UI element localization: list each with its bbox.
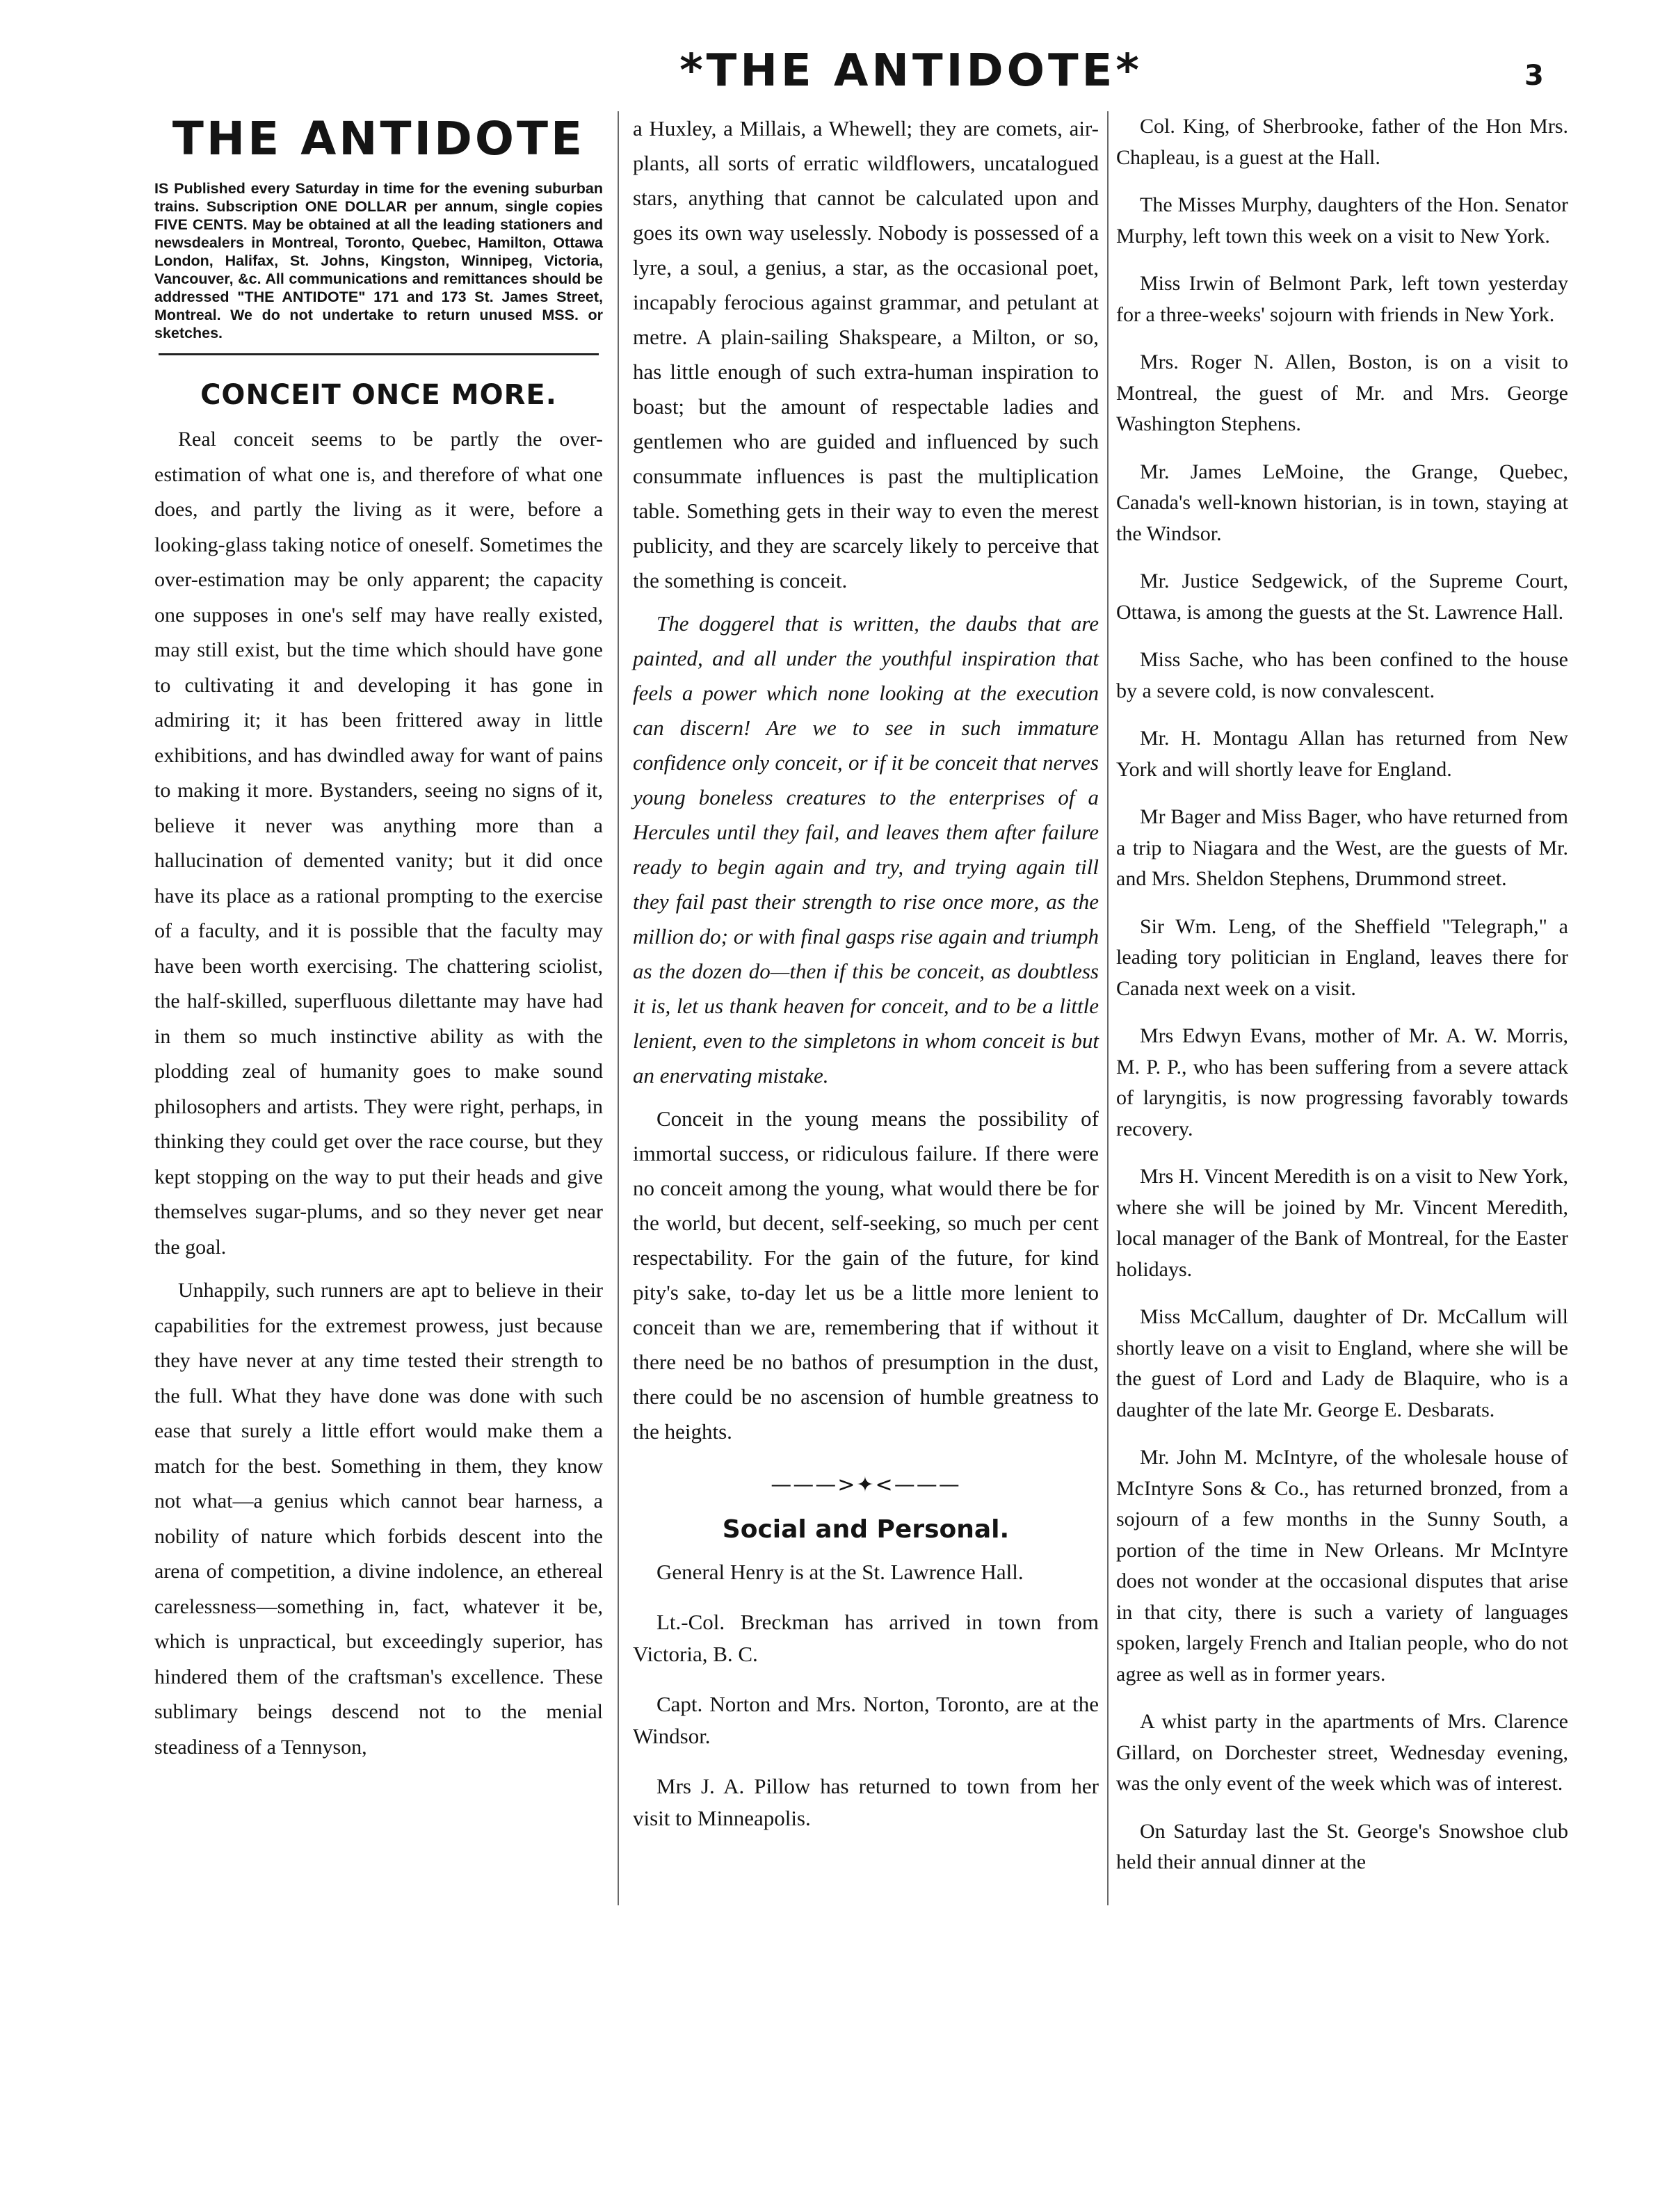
social-item: Mr. Justice Sedgewick, of the Supreme Court, Ottawa, is among the guests at the St. Lawrence Hall. — [1116, 570, 1568, 624]
article-paragraph: The doggerel that is written, the daubs that are painted, and all under the youthful inspiration that feels a power which none looking at the execution can discern! Are we to see in such immature confidence only conceit, or if it be conceit that nerves young boneless creatures to the enterprises of a Hercules until they fail, and leaves them after failure ready to begin again and try, and trying again till they fail past their strength to rise once more, as the million do; or with final gasps rise again and triumph as the dozen do—then if this be conceit, as doubtless it is, let us thank heaven for conceit, and to be a little lenient, even to the simpletons in whom conceit is but an enervating mistake. — [633, 611, 1099, 1088]
social-item: Mrs J. A. Pillow has returned to town from her visit to Minneapolis. — [633, 1774, 1099, 1830]
social-item: General Henry is at the St. Lawrence Hall. — [656, 1560, 1024, 1584]
page-number: 3 — [1524, 60, 1544, 92]
social-item: Mr Bager and Miss Bager, who have returned from a trip to Niagara and the West, are the guests of Mr. and Mrs. Sheldon Stephens, Drummond street. — [1116, 805, 1568, 890]
social-item: Lt.-Col. Breckman has arrived in town from Victoria, B. C. — [633, 1610, 1099, 1666]
social-item: Capt. Norton and Mrs. Norton, Toronto, are at the Windsor. — [633, 1692, 1099, 1748]
social-item: Mrs H. Vincent Meredith is on a visit to New York, where she will be joined by Mr. Vincent Meredith, local manager of the Bank of Montreal, for the Easter holidays. — [1116, 1165, 1568, 1281]
masthead: *THE ANTIDOTE* — [679, 45, 1143, 97]
article-paragraph: Real conceit seems to be partly the over-estimation of what one is, and therefore of what one does, and partly the living as it were, before a looking-glass taking notice of oneself. Sometimes the over-estimation may be only apparent; the capacity one supposes in one's self may have really existed, may still exist, but the time which should have gone to cultivating it and developing it has gone in admiring it; it has been frittered away in little exhibitions, and has dwindled away for want of pains to making it more. Bystanders, seeing no signs of it, believe it never was anything more than a hallucination of demented vanity; but it did once have its place as a rational prompting to the exercise of a faculty, and it is possible that the faculty may have been worth exercising. The chattering sciolist, the half-skilled, superfluous dilettante may have had in them so much instinctive ability as with the plodding zeal of humanity goes to make sound philosophers and artists. They were right, perhaps, in thinking they could get over the race course, but they kept stopping on the way to put their heads and give themselves sugar-plums, and so they never get near the goal. — [154, 428, 603, 1259]
column-3 — [1116, 111, 1568, 1895]
paper-name: THE ANTIDOTE — [172, 112, 586, 166]
social-item: Miss Sache, who has been confined to the house by a severe cold, is now convalescent. — [1116, 648, 1568, 702]
notice-divider — [159, 353, 599, 355]
social-item: Mr. John M. McIntyre, of the wholesale house of McIntyre Sons & Co., has returned bronzed, from a sojourn of a few months in the Sunny South, a portion of the time in New Orleans. Mr McIntyre does not wonder at the occasional disputes that arise in that city, there is such a variety of languages spoken, largely French and Italian people, who do not agree as well as in former years. — [1116, 1446, 1568, 1686]
social-item: The Misses Murphy, daughters of the Hon. Senator Murphy, left town this week on a visit to New York. — [1116, 193, 1568, 248]
social-item: Mrs Edwyn Evans, mother of Mr. A. W. Morris, M. P. P., who has been suffering from a severe attack of laryngitis, is now progressing favorably towards recovery. — [1116, 1024, 1568, 1140]
article-paragraph: a Huxley, a Millais, a Whewell; they are comets, air-plants, all sorts of erratic wildflowers, uncatalogued stars, anything that cannot be calculated upon and goes its own way uselessly. Nobody is possessed of a lyre, a soul, a genius, a star, as the occasional poet, incapably ferocious against grammar, and petulant at metre. A plain-sailing Shakspeare, a Milton, or so, has little enough of such extra-human inspiration to boast; but the amount of respectable ladies and gentlemen who are guided and influenced by such consummate influences is past the multiplication table. Something gets in their way to even the merest publicity, and they are scarcely likely to perceive that the something is conceit. — [633, 116, 1099, 592]
social-item: Mr. H. Montagu Allan has returned from New York and will shortly leave for England. — [1116, 727, 1568, 781]
social-item: Col. King, of Sherbrooke, father of the Hon Mrs. Chapleau, is a guest at the Hall. — [1116, 115, 1568, 169]
publication-notice — [154, 111, 603, 355]
social-item: A whist party in the apartments of Mrs. Clarence Gillard, on Dorchester street, Wednesday evening, was the only event of the week which was of interest. — [1116, 1710, 1568, 1795]
notice-text: IS Published every Saturday in time for the evening suburban trains. Subscription ONE DOLLAR per annum, single copies FIVE CENTS. May be obtained at all the leading stationers and newsdealers in Montreal, Toronto, Quebec, Hamilton, Ottawa London, Halifax, St. Johns, Kingston, Winnipeg, Victoria, Vancouver, &c. All communications and remittances should be addressed "THE ANTIDOTE" 171 and 173 St. James Street, Montreal. We do not undertake to return unused MSS. or sketches. — [154, 180, 603, 341]
social-item: Mr. James LeMoine, the Grange, Quebec, Canada's well-known historian, is in town, staying at the Windsor. — [1116, 460, 1568, 545]
column-divider — [1107, 111, 1109, 1905]
column-2 — [633, 111, 1099, 1852]
social-item: Miss McCallum, daughter of Dr. McCallum will shortly leave on a visit to England, where she will be the guest of Lord and Lady de Blaquire, who is a daughter of the late Mr. George E. Desbarats. — [1116, 1305, 1568, 1421]
social-heading: Social and Personal. — [722, 1515, 1010, 1544]
section-ornament: ———>✦<——— — [771, 1473, 961, 1497]
social-item: Mrs. Roger N. Allen, Boston, is on a visit to Montreal, the guest of Mr. and Mrs. George Washington Stephens. — [1116, 350, 1568, 435]
page-header — [0, 29, 1676, 106]
article-heading: CONCEIT ONCE MORE. — [200, 379, 557, 411]
column-divider — [618, 111, 619, 1905]
article-paragraph: Unhappily, such runners are apt to believe in their capabilities for the extremest prowess, just because they have never at any time tested their strength to the full. What they have done was done with such ease that surely a little effort would make them a match for the best. Something in them, they know not what—a genius which cannot bear harness, a nobility of nature which forbids descent into the arena of competition, a divine indolence, an ethereal carelessness—something in, fact, whatever it be, which is unpractical, but exceedingly superior, has hindered them of the craftsman's excellence. These sublimary beings descend not to the menial steadiness of a Tennyson, — [154, 1279, 603, 1759]
social-item: On Saturday last the St. George's Snowshoe club held their annual dinner at the — [1116, 1819, 1568, 1873]
social-item: Miss Irwin of Belmont Park, left town yesterday for a three-weeks' sojourn with friends in New York. — [1116, 272, 1568, 326]
social-item: Sir Wm. Leng, of the Sheffield "Telegraph," a leading tory politician in England, leaves there for Canada next week on a visit. — [1116, 914, 1568, 1000]
column-1 — [154, 111, 603, 1773]
article-paragraph: Conceit in the young means the possibility of immortal success, or ridiculous failure. If there were no conceit among the young, what would there be for the world, but decent, self-seeking, so much per cent respectability. For the gain of the future, for kind pity's sake, to-day let us be a little more lenient to conceit than we are, remembering that if without it there need be no bathos of presumption in the dust, there could be no ascension of humble greatness to the heights. — [633, 1106, 1099, 1444]
